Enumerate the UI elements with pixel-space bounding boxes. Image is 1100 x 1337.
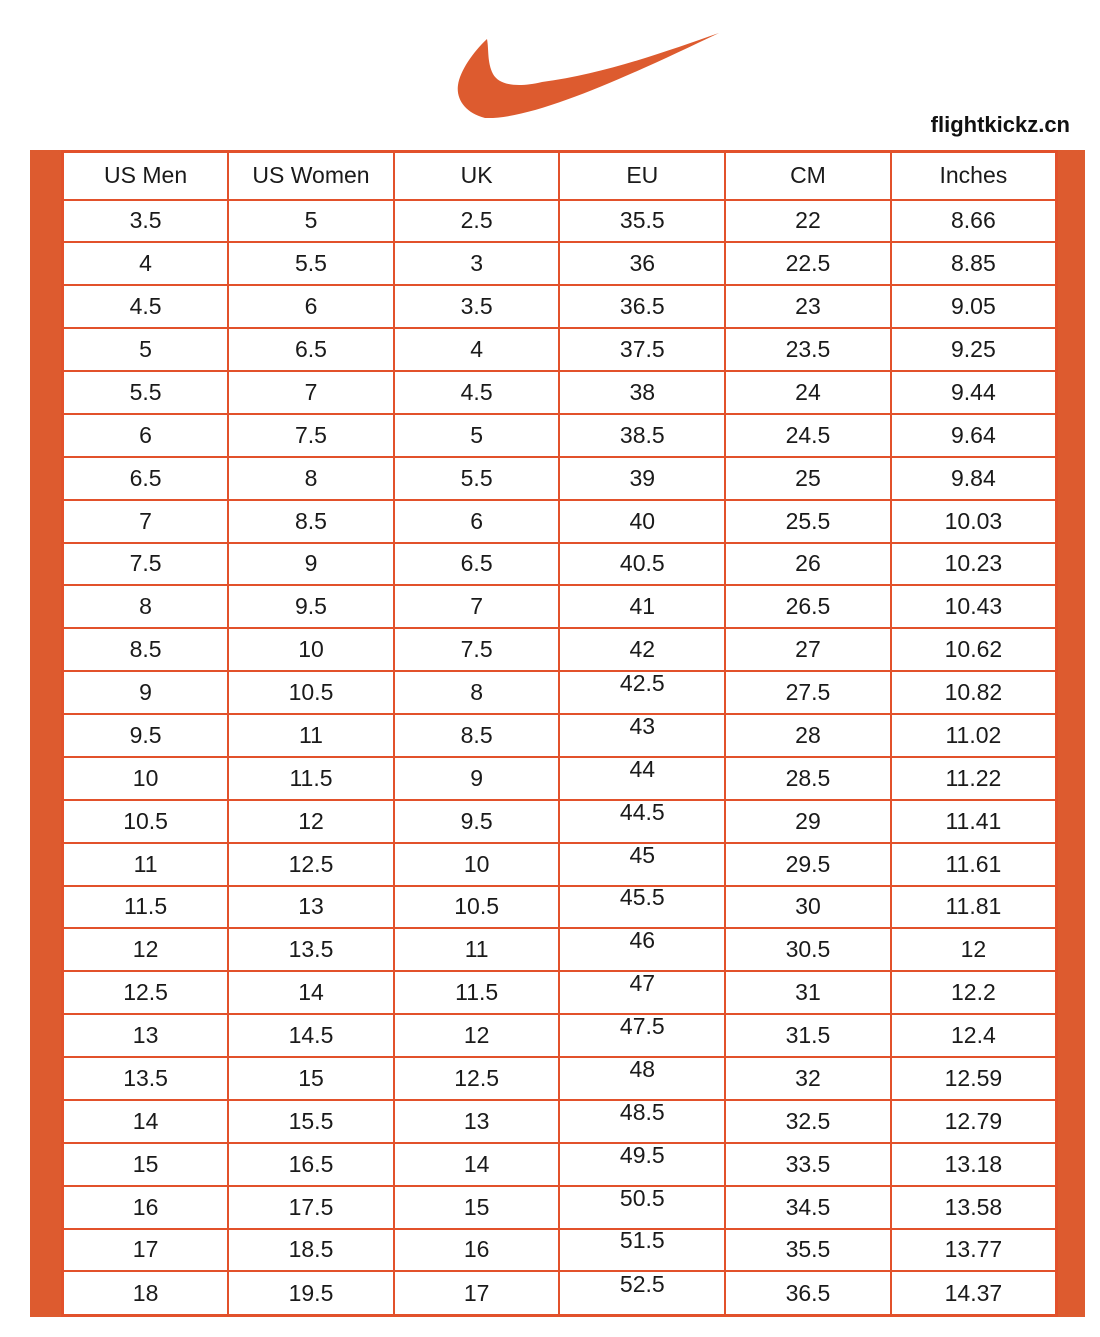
cell-cm: 22.5: [725, 242, 891, 285]
cell-us-women: 8: [228, 457, 394, 500]
size-table-frame: [30, 150, 1085, 1317]
cell-us-women: 8.5: [228, 500, 394, 543]
cell-eu: 50.5: [559, 1186, 725, 1229]
column-header-eu: EU: [559, 152, 725, 200]
cell-us-women: 11.5: [228, 757, 394, 800]
cell-inches: 13.18: [891, 1143, 1057, 1186]
cell-inches: 9.05: [891, 285, 1057, 328]
table-row: [63, 886, 1057, 929]
cell-us-men: 7: [63, 500, 229, 543]
cell-cm: 23.5: [725, 328, 891, 371]
cell-us-men: 10: [63, 757, 229, 800]
cell-eu: 40: [559, 500, 725, 543]
table-header: [63, 152, 1057, 200]
cell-us-men: 13.5: [63, 1057, 229, 1100]
nike-swoosh-logo: [455, 28, 720, 123]
header-row: [63, 152, 1057, 200]
cell-us-men: 11: [63, 843, 229, 886]
table-row: [63, 671, 1057, 714]
cell-eu: 36.5: [559, 285, 725, 328]
cell-us-women: 6.5: [228, 328, 394, 371]
cell-us-men: 6.5: [63, 457, 229, 500]
cell-eu: 38.5: [559, 414, 725, 457]
column-header-inches: Inches: [891, 152, 1057, 200]
table-row: [63, 200, 1057, 243]
cell-inches: 10.43: [891, 585, 1057, 628]
cell-inches: 11.22: [891, 757, 1057, 800]
cell-inches: 10.62: [891, 628, 1057, 671]
cell-eu: 44.5: [559, 800, 725, 843]
cell-us-women: 10: [228, 628, 394, 671]
cell-cm: 29: [725, 800, 891, 843]
cell-eu: 42.5: [559, 671, 725, 714]
cell-us-women: 17.5: [228, 1186, 394, 1229]
cell-uk: 6: [394, 500, 560, 543]
cell-cm: 24: [725, 371, 891, 414]
cell-eu: 49.5: [559, 1143, 725, 1186]
cell-uk: 8.5: [394, 714, 560, 757]
cell-eu: 37.5: [559, 328, 725, 371]
cell-uk: 4.5: [394, 371, 560, 414]
cell-us-men: 15: [63, 1143, 229, 1186]
table-row: [63, 1143, 1057, 1186]
cell-uk: 9: [394, 757, 560, 800]
cell-inches: 13.58: [891, 1186, 1057, 1229]
size-conversion-table: [61, 150, 1058, 1317]
cell-us-women: 5: [228, 200, 394, 243]
site-watermark: flightkickz.cn: [930, 112, 1070, 137]
cell-us-men: 9: [63, 671, 229, 714]
cell-inches: 11.81: [891, 886, 1057, 929]
cell-cm: 24.5: [725, 414, 891, 457]
cell-inches: 8.66: [891, 200, 1057, 243]
table-row: [63, 714, 1057, 757]
cell-us-women: 18.5: [228, 1229, 394, 1272]
cell-us-men: 5: [63, 328, 229, 371]
cell-us-women: 15.5: [228, 1100, 394, 1143]
cell-us-women: 7: [228, 371, 394, 414]
cell-cm: 35.5: [725, 1229, 891, 1272]
table-row: [63, 1186, 1057, 1229]
cell-us-men: 3.5: [63, 200, 229, 243]
cell-us-women: 13.5: [228, 928, 394, 971]
cell-uk: 6.5: [394, 543, 560, 586]
cell-us-men: 9.5: [63, 714, 229, 757]
cell-inches: 12.79: [891, 1100, 1057, 1143]
cell-cm: 27: [725, 628, 891, 671]
table-row: [63, 1100, 1057, 1143]
cell-us-men: 18: [63, 1271, 229, 1315]
cell-us-men: 12: [63, 928, 229, 971]
cell-cm: 29.5: [725, 843, 891, 886]
cell-inches: 12.2: [891, 971, 1057, 1014]
table-row: [63, 628, 1057, 671]
cell-us-men: 8.5: [63, 628, 229, 671]
cell-cm: 32: [725, 1057, 891, 1100]
cell-inches: 10.23: [891, 543, 1057, 586]
table-row: [63, 285, 1057, 328]
cell-uk: 2.5: [394, 200, 560, 243]
cell-us-women: 12: [228, 800, 394, 843]
cell-eu: 41: [559, 585, 725, 628]
cell-uk: 12.5: [394, 1057, 560, 1100]
column-header-cm: CM: [725, 152, 891, 200]
column-header-us-women: US Women: [228, 152, 394, 200]
cell-us-women: 15: [228, 1057, 394, 1100]
cell-eu: 45: [559, 843, 725, 886]
cell-us-women: 9: [228, 543, 394, 586]
cell-eu: 35.5: [559, 200, 725, 243]
cell-cm: 34.5: [725, 1186, 891, 1229]
cell-uk: 15: [394, 1186, 560, 1229]
cell-inches: 9.25: [891, 328, 1057, 371]
table-row: [63, 1271, 1057, 1315]
table-row: [63, 757, 1057, 800]
cell-us-women: 14: [228, 971, 394, 1014]
cell-eu: 38: [559, 371, 725, 414]
cell-uk: 3: [394, 242, 560, 285]
cell-uk: 3.5: [394, 285, 560, 328]
cell-cm: 27.5: [725, 671, 891, 714]
table-row: [63, 971, 1057, 1014]
cell-uk: 10.5: [394, 886, 560, 929]
table-row: [63, 543, 1057, 586]
cell-inches: 9.44: [891, 371, 1057, 414]
cell-us-women: 13: [228, 886, 394, 929]
cell-us-men: 7.5: [63, 543, 229, 586]
cell-uk: 8: [394, 671, 560, 714]
cell-us-men: 8: [63, 585, 229, 628]
cell-us-men: 4.5: [63, 285, 229, 328]
cell-us-men: 11.5: [63, 886, 229, 929]
table-row: [63, 414, 1057, 457]
cell-inches: 12.4: [891, 1014, 1057, 1057]
cell-us-men: 12.5: [63, 971, 229, 1014]
cell-cm: 28.5: [725, 757, 891, 800]
table-row: [63, 1014, 1057, 1057]
cell-us-women: 12.5: [228, 843, 394, 886]
cell-us-women: 19.5: [228, 1271, 394, 1315]
cell-uk: 4: [394, 328, 560, 371]
cell-uk: 11: [394, 928, 560, 971]
cell-eu: 42: [559, 628, 725, 671]
cell-cm: 23: [725, 285, 891, 328]
cell-cm: 26.5: [725, 585, 891, 628]
cell-cm: 36.5: [725, 1271, 891, 1315]
cell-uk: 17: [394, 1271, 560, 1315]
cell-eu: 40.5: [559, 543, 725, 586]
cell-us-women: 5.5: [228, 242, 394, 285]
cell-eu: 36: [559, 242, 725, 285]
cell-cm: 33.5: [725, 1143, 891, 1186]
cell-us-women: 14.5: [228, 1014, 394, 1057]
cell-eu: 39: [559, 457, 725, 500]
cell-inches: 9.84: [891, 457, 1057, 500]
cell-uk: 10: [394, 843, 560, 886]
cell-us-men: 17: [63, 1229, 229, 1272]
table-row: [63, 843, 1057, 886]
cell-us-women: 7.5: [228, 414, 394, 457]
table-row: [63, 928, 1057, 971]
cell-eu: 47.5: [559, 1014, 725, 1057]
cell-inches: 8.85: [891, 242, 1057, 285]
cell-cm: 22: [725, 200, 891, 243]
cell-cm: 28: [725, 714, 891, 757]
table-row: [63, 1229, 1057, 1272]
cell-cm: 32.5: [725, 1100, 891, 1143]
table-row: [63, 800, 1057, 843]
cell-inches: 12.59: [891, 1057, 1057, 1100]
cell-eu: 48: [559, 1057, 725, 1100]
cell-cm: 31: [725, 971, 891, 1014]
cell-eu: 52.5: [559, 1271, 725, 1315]
cell-us-women: 6: [228, 285, 394, 328]
cell-eu: 51.5: [559, 1229, 725, 1272]
cell-uk: 9.5: [394, 800, 560, 843]
table-row: [63, 242, 1057, 285]
cell-eu: 43: [559, 714, 725, 757]
cell-uk: 7.5: [394, 628, 560, 671]
cell-us-men: 5.5: [63, 371, 229, 414]
cell-us-men: 10.5: [63, 800, 229, 843]
cell-inches: 11.41: [891, 800, 1057, 843]
cell-cm: 26: [725, 543, 891, 586]
cell-uk: 5.5: [394, 457, 560, 500]
swoosh-icon: [455, 28, 720, 123]
cell-inches: 9.64: [891, 414, 1057, 457]
cell-inches: 11.02: [891, 714, 1057, 757]
cell-cm: 31.5: [725, 1014, 891, 1057]
cell-inches: 10.82: [891, 671, 1057, 714]
column-header-uk: UK: [394, 152, 560, 200]
cell-uk: 5: [394, 414, 560, 457]
cell-inches: 10.03: [891, 500, 1057, 543]
cell-us-men: 16: [63, 1186, 229, 1229]
column-header-us-men: US Men: [63, 152, 229, 200]
cell-inches: 13.77: [891, 1229, 1057, 1272]
table-body: [63, 200, 1057, 1316]
table-row: [63, 585, 1057, 628]
cell-us-men: 14: [63, 1100, 229, 1143]
cell-uk: 13: [394, 1100, 560, 1143]
cell-eu: 48.5: [559, 1100, 725, 1143]
cell-uk: 16: [394, 1229, 560, 1272]
cell-cm: 25: [725, 457, 891, 500]
cell-eu: 46: [559, 928, 725, 971]
cell-uk: 12: [394, 1014, 560, 1057]
cell-eu: 44: [559, 757, 725, 800]
cell-us-women: 11: [228, 714, 394, 757]
cell-cm: 30: [725, 886, 891, 929]
cell-us-men: 6: [63, 414, 229, 457]
cell-uk: 11.5: [394, 971, 560, 1014]
cell-us-men: 13: [63, 1014, 229, 1057]
table-row: [63, 1057, 1057, 1100]
cell-cm: 30.5: [725, 928, 891, 971]
cell-eu: 47: [559, 971, 725, 1014]
cell-cm: 25.5: [725, 500, 891, 543]
cell-uk: 7: [394, 585, 560, 628]
cell-inches: 14.37: [891, 1271, 1057, 1315]
cell-us-women: 16.5: [228, 1143, 394, 1186]
table-row: [63, 328, 1057, 371]
table-row: [63, 500, 1057, 543]
cell-eu: 45.5: [559, 886, 725, 929]
cell-inches: 11.61: [891, 843, 1057, 886]
cell-uk: 14: [394, 1143, 560, 1186]
cell-us-men: 4: [63, 242, 229, 285]
table-row: [63, 457, 1057, 500]
cell-us-women: 9.5: [228, 585, 394, 628]
table-row: [63, 371, 1057, 414]
cell-inches: 12: [891, 928, 1057, 971]
cell-us-women: 10.5: [228, 671, 394, 714]
